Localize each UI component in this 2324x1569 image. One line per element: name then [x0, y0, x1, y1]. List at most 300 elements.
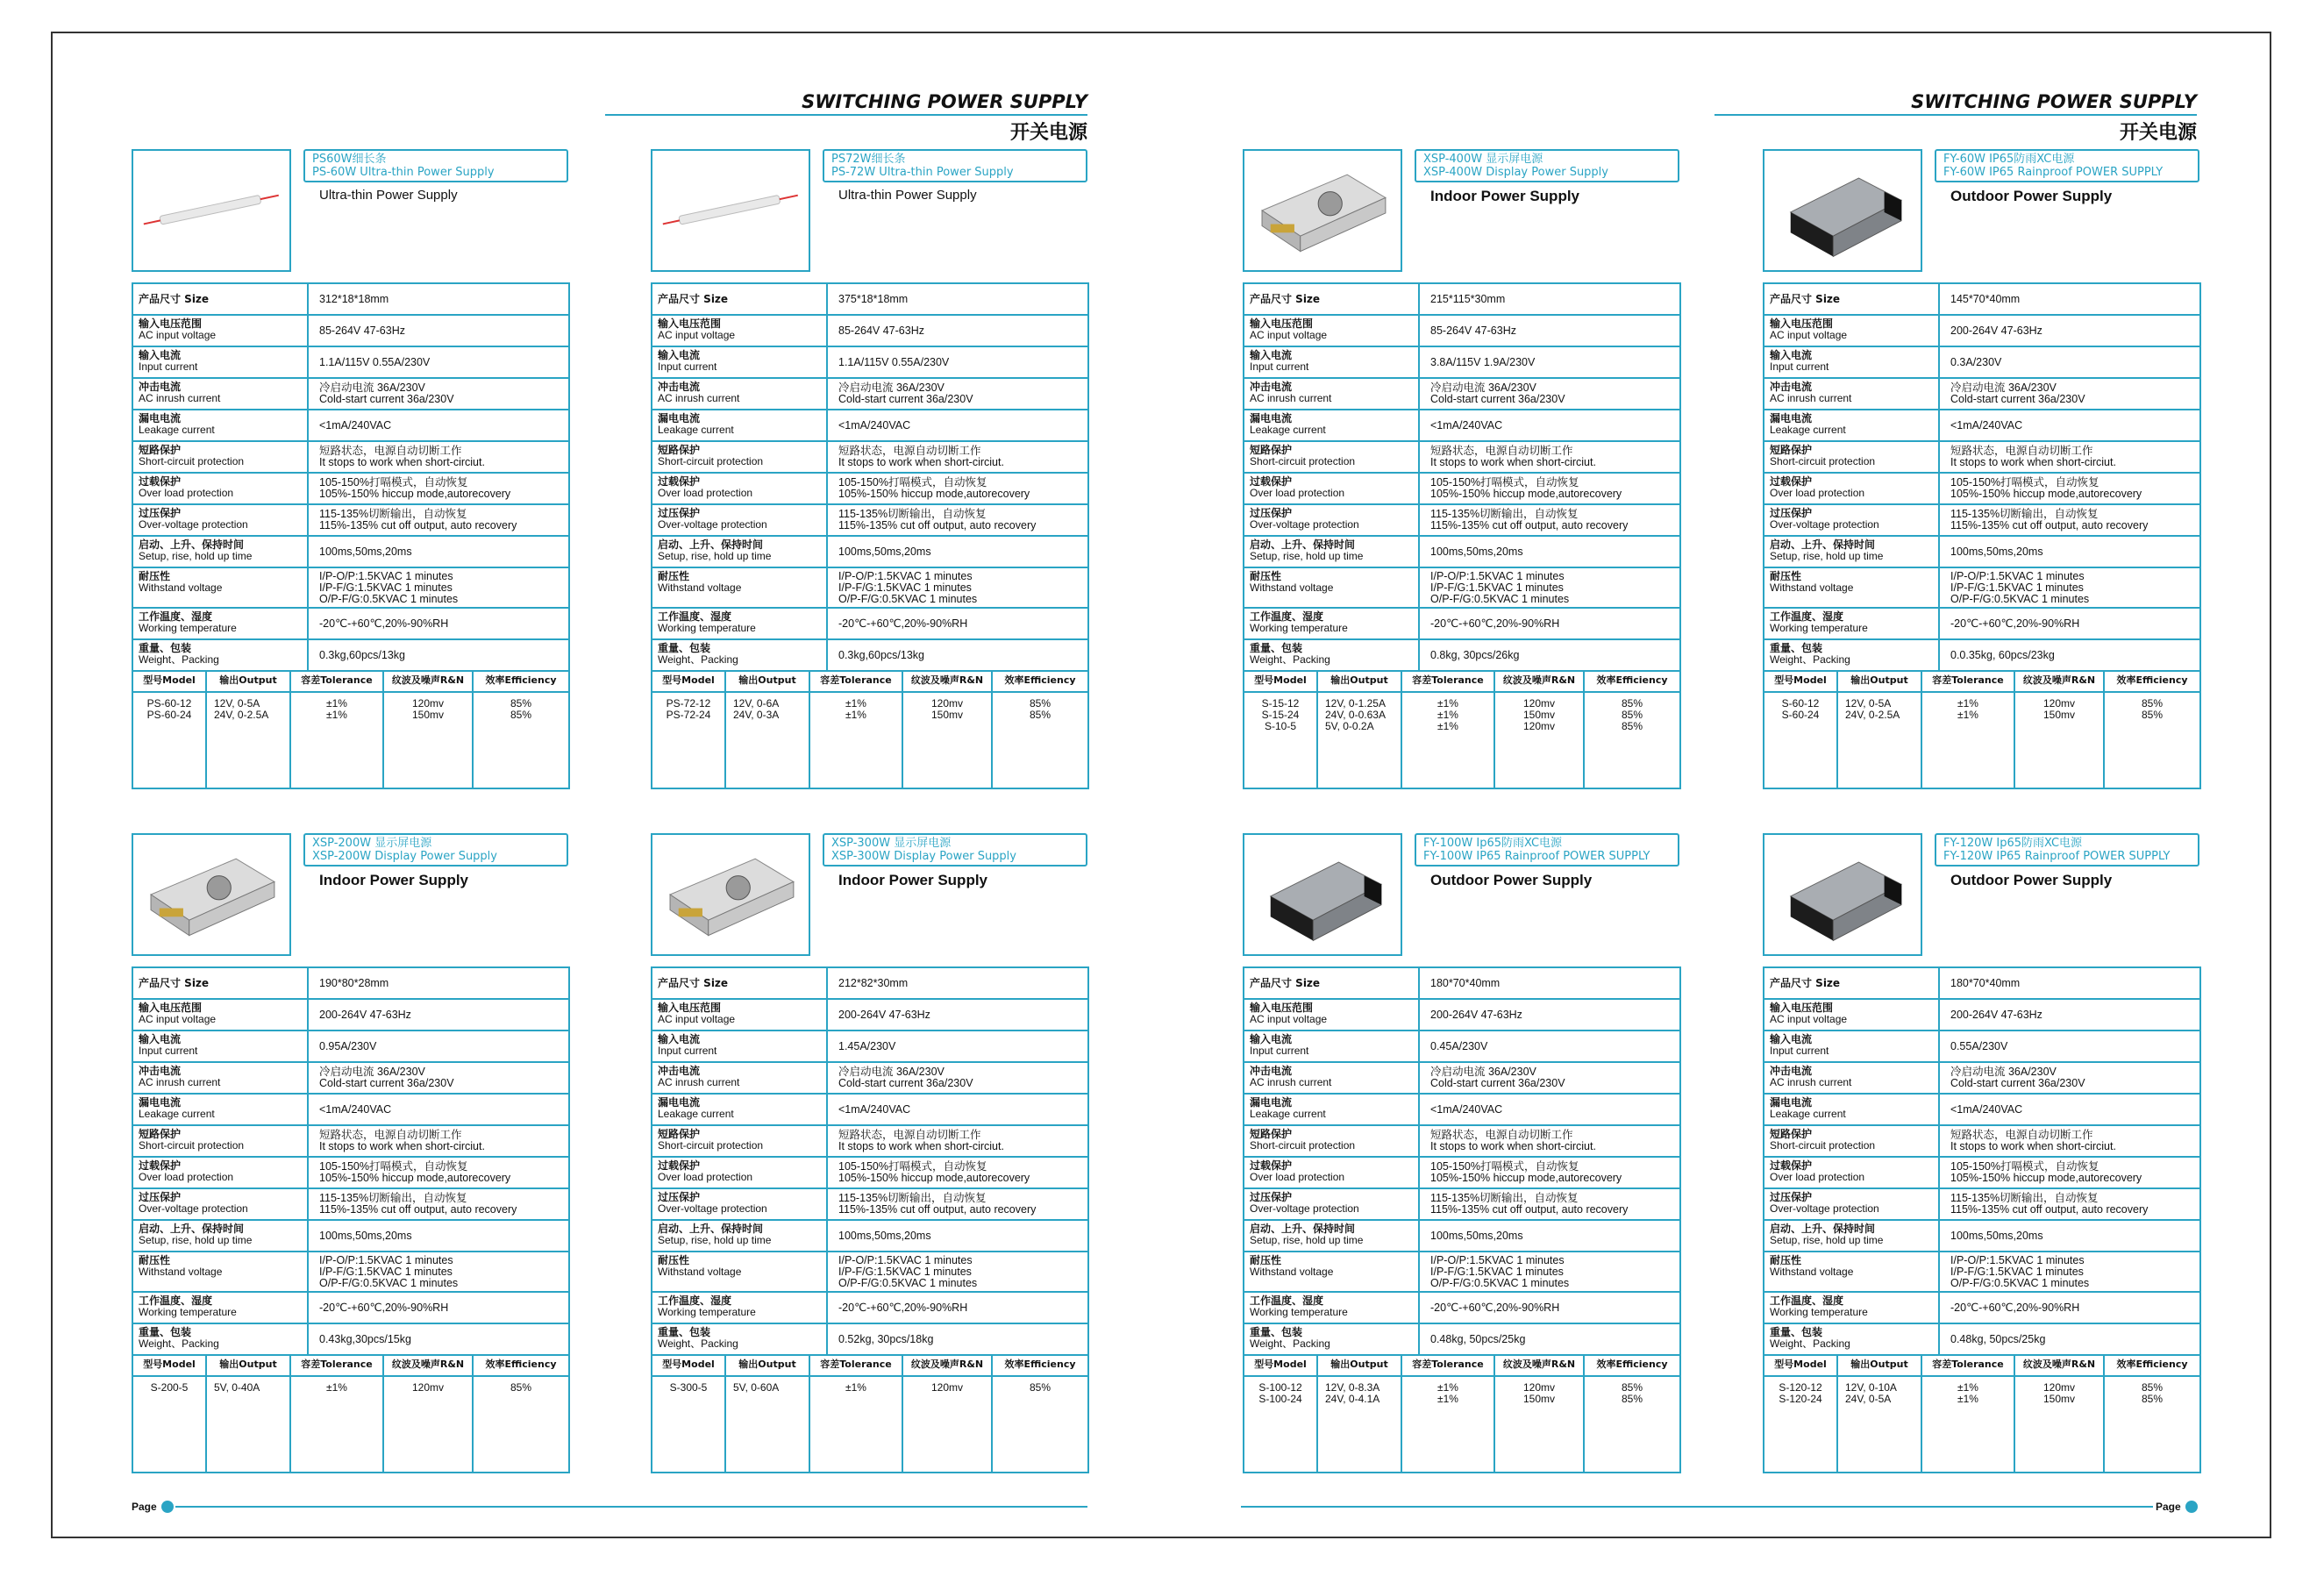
- spec-value-line: It stops to work when short-circiut.: [1950, 456, 2116, 468]
- spec-row: [652, 968, 1087, 1000]
- spec-value: [828, 442, 1087, 472]
- spec-label: [1764, 1000, 1940, 1030]
- spec-row: [1764, 537, 2199, 568]
- spec-label: [133, 1293, 309, 1323]
- model-cell-tolerance: ±1% ±1%: [810, 693, 903, 788]
- spec-value: [1940, 609, 2199, 638]
- spec-value-line: 215*115*30mm: [1430, 292, 1506, 305]
- spec-value: [1940, 347, 2199, 377]
- spec-label: [1244, 1095, 1420, 1124]
- product-tag-en: FY-60W IP65 Rainproof POWER SUPPLY: [1943, 166, 2164, 179]
- spec-label: [1244, 968, 1420, 998]
- spec-row: [1244, 410, 1679, 442]
- spec-row: [1244, 1252, 1679, 1293]
- spec-label: [133, 1031, 309, 1061]
- model-header-cell: 效率Efficiency: [2116, 674, 2188, 686]
- spec-value: [1420, 1031, 1679, 1061]
- spec-value-line: <1mA/240VAC: [1950, 1102, 2023, 1116]
- spec-label: [1244, 1221, 1420, 1251]
- model-cell-model: S-300-5: [652, 1377, 726, 1472]
- spec-value: [1420, 505, 1679, 535]
- model-cell-efficiency: 85% 85%: [510, 697, 532, 721]
- spec-label-cn: 漏电电流: [1770, 412, 1813, 424]
- spec-label-en: Setup, rise, hold up time: [1770, 550, 1884, 562]
- spec-label-cn: 启动、上升、保持时间: [139, 1223, 245, 1235]
- model-header-cell: 纹波及噪声R&N: [384, 672, 474, 691]
- spec-value-line: I/P-O/P:1.5KVAC 1 minutes: [319, 569, 453, 582]
- model-table-header: [133, 1356, 568, 1377]
- product-subtitle: Ultra-thin Power Supply: [838, 188, 977, 203]
- spec-row: [133, 379, 568, 410]
- spec-row: [133, 1126, 568, 1158]
- spec-label-cn: 过压保护: [658, 507, 701, 519]
- spec-label: [133, 410, 309, 440]
- spec-label-cn: 过压保护: [1250, 1191, 1293, 1203]
- spec-label: [652, 968, 828, 998]
- spec-value-line: 冷启动电流 36A/230V: [319, 382, 425, 394]
- model-table-header: [652, 672, 1087, 693]
- spec-label-cn: 耐压性: [1250, 570, 1282, 582]
- spec-value: [1420, 442, 1679, 472]
- spec-label: [652, 505, 828, 535]
- spec-value-line: 200-264V 47-63Hz: [1950, 324, 2042, 337]
- spec-value-line: Cold-start current 36a/230V: [319, 1077, 454, 1089]
- model-header-cell: 容差Tolerance: [291, 1356, 384, 1375]
- spec-value-line: 冷启动电流 36A/230V: [1430, 1066, 1536, 1078]
- spec-value-line: 105-150%打嗝模式，自动恢复: [838, 1160, 987, 1173]
- spec-label: [1244, 1158, 1420, 1187]
- model-cell-model: PS-72-12 PS-72-24: [652, 693, 726, 788]
- spec-value-line: O/P-F/G:0.5KVAC 1 minutes: [319, 592, 459, 605]
- spec-label: [1244, 1063, 1420, 1093]
- spec-label-en: Withstand voltage: [1770, 1266, 1854, 1278]
- spec-label-cn: 输入电压范围: [1250, 317, 1314, 330]
- spec-label-en: Input current: [1250, 1045, 1309, 1057]
- spec-value-line: 短路状态，电源自动切断工作: [319, 445, 462, 457]
- model-cell-output: 12V, 0-5A 24V, 0-2.5A: [207, 693, 291, 788]
- model-cell-tolerance: ±1% ±1% ±1%: [1402, 693, 1495, 788]
- spec-value-line: I/P-O/P:1.5KVAC 1 minutes: [838, 1253, 973, 1266]
- spec-label: [133, 1189, 309, 1219]
- spec-value: [828, 316, 1087, 346]
- product-card: [132, 833, 570, 1480]
- model-header-cell: 容差Tolerance: [1402, 672, 1495, 691]
- spec-label: [133, 640, 309, 670]
- model-cell-output: 5V, 0-40A: [207, 1377, 291, 1472]
- spec-row: [1764, 1252, 2199, 1293]
- spec-value: [828, 1293, 1087, 1323]
- spec-label: [1764, 1063, 1940, 1093]
- spec-value: [1420, 1000, 1679, 1030]
- model-cell-efficiency: 85% 85%: [1029, 697, 1052, 721]
- spec-label-cn: 启动、上升、保持时间: [658, 538, 764, 551]
- spec-value-line: O/P-F/G:0.5KVAC 1 minutes: [838, 1276, 978, 1289]
- spec-label-cn: 过载保护: [1770, 1159, 1813, 1172]
- spec-value: [1420, 284, 1679, 314]
- spec-value-line: Cold-start current 36a/230V: [1950, 1077, 2085, 1089]
- spec-label: [652, 1063, 828, 1093]
- product-tag-en: PS-60W Ultra-thin Power Supply: [312, 166, 495, 179]
- spec-label: [1764, 347, 1940, 377]
- spec-label-en: AC inrush current: [139, 392, 221, 404]
- spec-row: [1244, 379, 1679, 410]
- spec-value: [309, 410, 568, 440]
- spec-row: [133, 284, 568, 316]
- spec-label-cn: 工作温度、湿度: [658, 610, 732, 623]
- model-header-cell: 纹波及噪声R&N: [2015, 1356, 2105, 1375]
- spec-label: [1764, 316, 1940, 346]
- spec-label-en: Leakage current: [139, 424, 215, 436]
- spec-value-line: I/P-O/P:1.5KVAC 1 minutes: [1430, 569, 1565, 582]
- spec-row: [1244, 1158, 1679, 1189]
- spec-label: [1764, 1324, 1940, 1354]
- spec-value: [828, 1126, 1087, 1156]
- spec-label-en: Input current: [658, 360, 717, 373]
- model-header-cell: 型号Model: [652, 672, 726, 691]
- spec-row: [1764, 1221, 2199, 1252]
- spec-row: [652, 379, 1087, 410]
- spec-value: [1420, 609, 1679, 638]
- product-tag-cn: XSP-200W 显示屏电源: [312, 837, 432, 850]
- product-photo: [1763, 833, 1922, 956]
- spec-value: [828, 410, 1087, 440]
- product-card: [651, 149, 1089, 796]
- spec-label-en: Short-circuit protection: [658, 1139, 764, 1152]
- spec-value-line: -20℃-+60℃,20%-90%RH: [319, 617, 449, 630]
- spec-label-en: AC inrush current: [658, 1076, 740, 1088]
- spec-value-line: 0.52kg, 30pcs/18kg: [838, 1332, 934, 1345]
- spec-row: [133, 1158, 568, 1189]
- spec-value-line: 冷启动电流 36A/230V: [1430, 382, 1536, 394]
- footer-right-rule: [1241, 1506, 2153, 1508]
- model-cell-ripple: 120mv: [384, 1377, 474, 1472]
- spec-label-cn: 输入电压范围: [1770, 317, 1834, 330]
- spec-value-line: -20℃-+60℃,20%-90%RH: [1430, 1301, 1560, 1314]
- spec-value-line: It stops to work when short-circiut.: [838, 456, 1004, 468]
- spec-label: [133, 1252, 309, 1291]
- spec-value-line: 短路状态，电源自动切断工作: [838, 445, 981, 457]
- model-cell-ripple: 120mv 150mv: [1495, 1377, 1585, 1472]
- spec-label-cn: 重量、包装: [1250, 1326, 1303, 1338]
- spec-value: [1420, 1158, 1679, 1187]
- spec-row: [652, 316, 1087, 347]
- spec-value: [309, 1293, 568, 1323]
- spec-value: [828, 1063, 1087, 1093]
- spec-label-en: Weight、Packing: [658, 1337, 738, 1350]
- spec-label-en: AC input voltage: [658, 1013, 736, 1025]
- spec-label: [1764, 1095, 1940, 1124]
- spec-row: [1244, 537, 1679, 568]
- spec-label-cn: 短路保护: [658, 1128, 701, 1140]
- spec-label-cn: 冲击电流: [1250, 1065, 1293, 1077]
- product-card: [651, 833, 1089, 1480]
- model-table-header: [133, 672, 568, 693]
- spec-label: [133, 316, 309, 346]
- product-tag-cn: FY-120W Ip65防雨XC电源: [1943, 837, 2083, 850]
- spec-value: [1940, 1031, 2199, 1061]
- spec-value-line: 100ms,50ms,20ms: [319, 545, 412, 558]
- spec-label-cn: 重量、包装: [658, 642, 711, 654]
- spec-label: [1244, 442, 1420, 472]
- spec-row: [1244, 609, 1679, 640]
- product-subtitle: Ultra-thin Power Supply: [319, 188, 458, 203]
- spec-label-cn: 产品尺寸 Size: [1770, 292, 1841, 305]
- spec-row: [133, 474, 568, 505]
- spec-label: [652, 410, 828, 440]
- spec-value: [1420, 1126, 1679, 1156]
- spec-label: [652, 640, 828, 670]
- spec-value-line: -20℃-+60℃,20%-90%RH: [838, 1301, 968, 1314]
- product-card: [1243, 149, 1681, 796]
- spec-label-cn: 输入电压范围: [1770, 1002, 1834, 1014]
- product-tag: [823, 149, 1087, 182]
- spec-value: [309, 284, 568, 314]
- product-photo: [651, 833, 810, 956]
- model-cell-efficiency: 85%: [510, 1381, 532, 1394]
- spec-row: [133, 1221, 568, 1252]
- spec-value-line: 105%-150% hiccup mode,autorecovery: [319, 1172, 511, 1184]
- model-cell-output: 12V, 0-10A 24V, 0-5A: [1838, 1377, 1922, 1472]
- product-tag-en: FY-100W IP65 Rainproof POWER SUPPLY: [1423, 850, 1650, 863]
- spec-value-line: O/P-F/G:0.5KVAC 1 minutes: [1430, 592, 1570, 605]
- spec-label-en: Working temperature: [658, 622, 756, 634]
- spec-value-line: 冷启动电流 36A/230V: [319, 1066, 425, 1078]
- model-table-header: [1764, 1356, 2199, 1377]
- spec-label: [1244, 1031, 1420, 1061]
- spec-row: [1244, 1095, 1679, 1126]
- spec-value-line: I/P-F/G:1.5KVAC 1 minutes: [319, 581, 453, 594]
- spec-row: [1244, 1189, 1679, 1221]
- spec-label: [1244, 379, 1420, 409]
- spec-label-cn: 过压保护: [139, 1191, 182, 1203]
- spec-value-line: I/P-O/P:1.5KVAC 1 minutes: [838, 569, 973, 582]
- spec-row: [133, 1252, 568, 1293]
- spec-row: [1764, 347, 2199, 379]
- spec-value: [1420, 347, 1679, 377]
- product-tag: [1935, 833, 2199, 867]
- spec-row: [652, 410, 1087, 442]
- spec-value-line: I/P-F/G:1.5KVAC 1 minutes: [838, 1265, 972, 1278]
- model-cell-tolerance: ±1% ±1%: [1922, 1377, 2015, 1472]
- spec-value-line: 短路状态，电源自动切断工作: [319, 1129, 462, 1141]
- spec-label: [133, 1158, 309, 1187]
- spec-label: [133, 1063, 309, 1093]
- spec-label-cn: 过载保护: [658, 1159, 701, 1172]
- spec-value-line: Cold-start current 36a/230V: [838, 1077, 973, 1089]
- spec-label: [1244, 1189, 1420, 1219]
- spec-label: [652, 1158, 828, 1187]
- spec-table: [132, 282, 570, 789]
- spec-label-cn: 过压保护: [1250, 507, 1293, 519]
- model-header-cell: 型号Model: [133, 672, 207, 691]
- spec-value-line: <1mA/240VAC: [838, 1102, 911, 1116]
- spec-label-en: Setup, rise, hold up time: [658, 1234, 772, 1246]
- spec-value-line: 105%-150% hiccup mode,autorecovery: [1430, 488, 1622, 500]
- spec-value: [828, 537, 1087, 567]
- spec-value-line: I/P-F/G:1.5KVAC 1 minutes: [319, 1265, 453, 1278]
- product-tag-en: XSP-200W Display Power Supply: [312, 850, 497, 863]
- spec-row: [1244, 1293, 1679, 1324]
- product-subtitle: Outdoor Power Supply: [1430, 872, 1593, 888]
- spec-value-line: 0.95A/230V: [319, 1039, 377, 1052]
- spec-value: [828, 474, 1087, 503]
- spec-value-line: O/P-F/G:0.5KVAC 1 minutes: [1950, 1276, 2090, 1289]
- spec-value: [309, 1126, 568, 1156]
- spec-value-line: 375*18*18mm: [838, 292, 909, 305]
- spec-value: [828, 1031, 1087, 1061]
- spec-value: [309, 609, 568, 638]
- model-cell-ripple: 120mv 150mv 120mv: [1495, 693, 1585, 788]
- spec-value-line: 100ms,50ms,20ms: [838, 545, 931, 558]
- spec-label-cn: 过载保护: [658, 475, 701, 488]
- spec-label-cn: 输入电压范围: [658, 317, 722, 330]
- spec-label: [133, 537, 309, 567]
- spec-label-cn: 输入电流: [139, 1033, 182, 1045]
- spec-value: [1420, 1324, 1679, 1354]
- spec-value: [1940, 1063, 2199, 1093]
- spec-value-line: 115%-135% cut off output, auto recovery: [838, 519, 1037, 531]
- spec-value-line: 100ms,50ms,20ms: [1430, 545, 1523, 558]
- spec-row: [1764, 1000, 2199, 1031]
- spec-row: [1764, 316, 2199, 347]
- spec-label-en: AC inrush current: [1250, 1076, 1332, 1088]
- spec-value-line: It stops to work when short-circiut.: [838, 1140, 1004, 1152]
- spec-label-cn: 工作温度、湿度: [658, 1294, 732, 1307]
- spec-label-cn: 产品尺寸 Size: [1250, 292, 1321, 305]
- spec-row: [133, 537, 568, 568]
- spec-label-cn: 冲击电流: [658, 381, 701, 393]
- spec-value-line: 0.3kg,60pcs/13kg: [838, 648, 924, 661]
- product-photo: [1763, 149, 1922, 272]
- spec-label-cn: 启动、上升、保持时间: [658, 1223, 764, 1235]
- spec-label-en: AC input voltage: [1250, 329, 1328, 341]
- model-header-cell: 纹波及噪声R&N: [1495, 672, 1585, 691]
- spec-value-line: -20℃-+60℃,20%-90%RH: [319, 1301, 449, 1314]
- spec-value-line: I/P-F/G:1.5KVAC 1 minutes: [1950, 1265, 2084, 1278]
- product-tag-cn: FY-100W Ip65防雨XC电源: [1423, 837, 1563, 850]
- product-card: [1763, 833, 2201, 1480]
- spec-label-cn: 过压保护: [1770, 1191, 1813, 1203]
- spec-label: [652, 1189, 828, 1219]
- spec-label: [133, 1095, 309, 1124]
- spec-value-line: O/P-F/G:0.5KVAC 1 minutes: [838, 592, 978, 605]
- spec-row: [133, 442, 568, 474]
- product-photo: [132, 149, 291, 272]
- spec-label-cn: 过载保护: [1770, 475, 1813, 488]
- spec-label: [652, 1126, 828, 1156]
- spec-value-line: <1mA/240VAC: [319, 418, 392, 431]
- spec-label-en: Working temperature: [1770, 622, 1868, 634]
- model-header-cell: 型号Model: [652, 1356, 726, 1375]
- spec-value-line: It stops to work when short-circiut.: [1950, 1140, 2116, 1152]
- product-photo: [1243, 833, 1402, 956]
- model-header-cell: 效率Efficiency: [2116, 1359, 2188, 1370]
- model-header-cell: 输出Output: [1318, 1356, 1402, 1375]
- spec-label-cn: 产品尺寸 Size: [1250, 976, 1321, 989]
- model-header-cell: 容差Tolerance: [291, 672, 384, 691]
- spec-value: [1420, 537, 1679, 567]
- spec-value-line: 0.8kg, 30pcs/26kg: [1430, 648, 1520, 661]
- spec-value: [1940, 505, 2199, 535]
- spec-label-en: Working temperature: [1250, 622, 1348, 634]
- spec-label: [1244, 410, 1420, 440]
- spec-value: [1420, 410, 1679, 440]
- spec-value-line: 115-135%切断输出，自动恢复: [1430, 508, 1579, 520]
- spec-value-line: 85-264V 47-63Hz: [838, 324, 924, 337]
- spec-label-cn: 漏电电流: [658, 412, 701, 424]
- model-cell-output: 12V, 0-8.3A 24V, 0-4.1A: [1318, 1377, 1402, 1472]
- spec-label-en: Leakage current: [658, 424, 734, 436]
- spec-label-cn: 短路保护: [139, 444, 182, 456]
- model-header-cell: 纹波及噪声R&N: [2015, 672, 2105, 691]
- spec-row: [652, 1031, 1087, 1063]
- spec-label-en: Over load protection: [658, 1171, 753, 1183]
- spec-row: [1764, 284, 2199, 316]
- footer-left-page-dot: [161, 1501, 174, 1513]
- spec-label-en: Over load protection: [1770, 487, 1865, 499]
- spec-row: [652, 284, 1087, 316]
- spec-label: [1764, 505, 1940, 535]
- spec-row: [1244, 1000, 1679, 1031]
- spec-label: [1764, 410, 1940, 440]
- header-right-rule: [1714, 114, 2197, 116]
- model-header-cell: 型号Model: [133, 1356, 207, 1375]
- spec-label-en: Setup, rise, hold up time: [1250, 1234, 1364, 1246]
- spec-label-cn: 过载保护: [139, 475, 182, 488]
- spec-label-cn: 产品尺寸 Size: [658, 976, 729, 989]
- spec-value-line: I/P-F/G:1.5KVAC 1 minutes: [1430, 581, 1564, 594]
- spec-label-en: Over load protection: [1770, 1171, 1865, 1183]
- model-cell-model: S-120-12 S-120-24: [1764, 1377, 1838, 1472]
- product-tag-cn: PS72W细长条: [831, 153, 906, 166]
- model-header-cell: 效率Efficiency: [1596, 674, 1668, 686]
- spec-label: [652, 537, 828, 567]
- spec-value: [1940, 1293, 2199, 1323]
- spec-label-cn: 漏电电流: [1770, 1096, 1813, 1109]
- spec-value: [309, 968, 568, 998]
- spec-label-cn: 耐压性: [139, 570, 171, 582]
- spec-value-line: 100ms,50ms,20ms: [1950, 1229, 2043, 1242]
- spec-label-en: Over load protection: [139, 1171, 234, 1183]
- spec-label-en: Short-circuit protection: [139, 1139, 245, 1152]
- model-cell-model: S-15-12 S-15-24 S-10-5: [1244, 693, 1318, 788]
- model-header-cell: 效率Efficiency: [1004, 1359, 1076, 1370]
- spec-value-line: 200-264V 47-63Hz: [1950, 1008, 2042, 1021]
- spec-label-cn: 过压保护: [1770, 507, 1813, 519]
- model-header-cell: 效率Efficiency: [485, 674, 557, 686]
- product-subtitle: Outdoor Power Supply: [1950, 188, 2113, 204]
- spec-row: [133, 1293, 568, 1324]
- spec-value-line: I/P-O/P:1.5KVAC 1 minutes: [1430, 1253, 1565, 1266]
- spec-value: [309, 1000, 568, 1030]
- spec-value-line: 115-135%切断输出，自动恢复: [319, 508, 467, 520]
- spec-value-line: I/P-O/P:1.5KVAC 1 minutes: [1950, 1253, 2085, 1266]
- model-cell-output: 12V, 0-5A 24V, 0-2.5A: [1838, 693, 1922, 788]
- spec-label-cn: 短路保护: [139, 1128, 182, 1140]
- spec-label: [133, 284, 309, 314]
- spec-label-en: Over-voltage protection: [1250, 1202, 1359, 1215]
- header-right-cn: 开关电源: [2119, 122, 2197, 144]
- product-photo: [132, 833, 291, 956]
- spec-label: [1244, 640, 1420, 670]
- spec-label-en: Setup, rise, hold up time: [139, 550, 253, 562]
- spec-row: [652, 1221, 1087, 1252]
- spec-value: [1940, 316, 2199, 346]
- model-cell-efficiency: 85% 85%: [1621, 1381, 1643, 1405]
- spec-row: [1764, 505, 2199, 537]
- spec-value: [828, 347, 1087, 377]
- product-tag-cn: XSP-400W 显示屏电源: [1423, 153, 1543, 166]
